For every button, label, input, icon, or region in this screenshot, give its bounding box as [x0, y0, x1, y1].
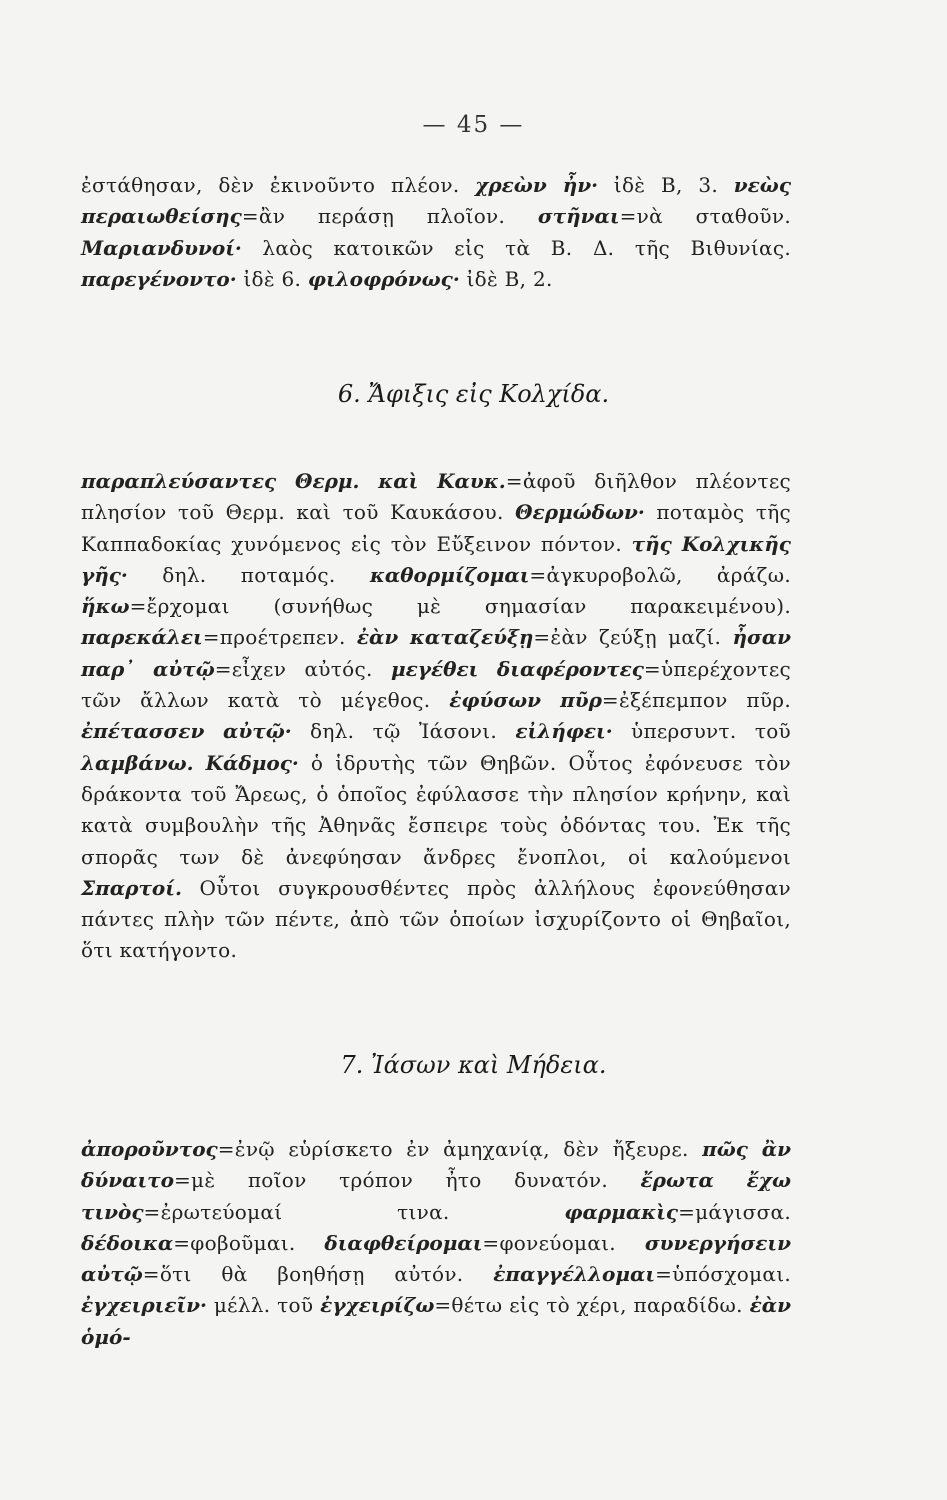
gloss-text: μέλλ. τοῦ: [207, 1293, 321, 1318]
gloss-text: =ὑπερέχοντες τῶν ἄλλων κατὰ τὸ μέγεθος.: [81, 656, 791, 713]
glossary-term: στῆναι: [537, 204, 620, 229]
gloss-text: =ὅτι θὰ βοηθήσῃ αὐτόν.: [142, 1262, 494, 1287]
section-6-paragraph: [81, 466, 791, 967]
gloss-text: =ἔρχομαι (συνήθως μὲ σημασίαν παρακειμένου).: [129, 594, 791, 619]
gloss-text: ἐστάθησαν, δὲν ἐκινοῦντο πλέον.: [81, 173, 476, 197]
gloss-text: =εἶχεν αὐτός.: [214, 656, 391, 681]
glossary-term: παρεγένοντο·: [81, 266, 237, 291]
gloss-text: ὁ ἱδρυτὴς τῶν Θηβῶν. Οὗτος ἐφόνευσε τὸν δράκοντα τοῦ Ἄρεως, ὁ ὁποῖος ἐφύλασσε τὴν πλησίον κρήνην, καὶ κατὰ συμβουλὴν τῆς Ἀθηνᾶς ἔσπειρε τοὺς ὀδόντας του. Ἐκ τῆς σπορᾶς των δὲ ἀνεφύησαν ἄνδρες ἔνοπλοι, οἱ καλούμενοι: [81, 750, 791, 869]
gloss-text: =ἐὰν ζεύξῃ μαζί.: [533, 625, 733, 650]
glossary-term: ἐγχειρίζω: [320, 1293, 435, 1318]
glossary-term: παραπλεύσαντες Θερμ. καὶ Καυκ.: [81, 469, 506, 493]
gloss-text: =φοβοῦμαι.: [173, 1230, 325, 1255]
gloss-text: =ἐνῷ εὑρίσκετο ἐν ἀμηχανίᾳ, δὲν ἤξευρε.: [217, 1137, 703, 1161]
section-7-paragraph: [81, 1134, 791, 1353]
glossary-term: καθορμίζομαι: [369, 562, 530, 587]
gloss-text: ὑπερσυντ. τοῦ: [612, 719, 791, 744]
gloss-text: =ἂν περάσῃ πλοῖον.: [241, 204, 538, 229]
gloss-text: =ἀφοῦ διῆλθον πλέοντες πλησίον τοῦ Θερμ. καὶ τοῦ Καυκάσου.: [81, 469, 791, 525]
glossary-term: φαρμακὶς: [564, 1199, 679, 1224]
glossary-term: πῶς ἂν δύναιτο: [81, 1137, 791, 1193]
glossary-term: ἐφύσων πῦρ: [449, 688, 602, 713]
gloss-text: λαὸς κατοικῶν εἰς τὰ Β. Δ. τῆς Βιθυνίας.: [241, 235, 791, 260]
section-6-heading: 6. Ἄφιξις εἰς Κολχίδα.: [337, 380, 610, 408]
gloss-text: =προέτρεπεν.: [202, 625, 357, 650]
glossary-term: μεγέθει διαφέροντες: [390, 656, 644, 681]
glossary-term: ἐγχειριεῖν·: [81, 1293, 208, 1318]
glossary-term: ἀποροῦντος: [81, 1137, 218, 1161]
glossary-term: παρεκάλει: [81, 625, 203, 650]
gloss-text: =ἐρωτεύομαί τινα.: [143, 1199, 565, 1224]
glossary-term: συνεργήσειν αὐτῷ: [81, 1230, 791, 1287]
glossary-term: χρεὼν ἦν·: [475, 173, 599, 197]
glossary-term: δέδοικα: [81, 1230, 174, 1255]
glossary-term: ἔρωτα ἔχω τινὸς: [81, 1168, 791, 1224]
glossary-term: Σπαρτοί.: [81, 875, 182, 900]
glossary-term: Μαριανδυνοί·: [81, 235, 242, 260]
gloss-text: ἰδὲ Β, 2.: [459, 266, 553, 291]
intro-paragraph: [81, 170, 791, 295]
glossary-term: ἦσαν παρ᾽ αὐτῷ: [81, 625, 791, 681]
gloss-text: ἰδὲ 6.: [236, 266, 308, 291]
glossary-term: Θερμώδων·: [515, 500, 645, 525]
glossary-term: εἰλήφει·: [515, 719, 613, 744]
gloss-text: =φονεύομαι.: [482, 1230, 645, 1255]
glossary-term: ἥκω: [81, 594, 130, 619]
glossary-term: τῆς Κολχικῆς γῆς·: [81, 531, 791, 587]
glossary-term: ἐπαγγέλλομαι: [493, 1262, 656, 1287]
glossary-term: νεὼς περαιωθείσης: [81, 173, 791, 229]
gloss-text: =μὲ ποῖον τρόπον ἦτο δυνατόν.: [173, 1168, 641, 1193]
gloss-text: =μάγισσα.: [678, 1199, 791, 1224]
glossary-term: Κάδμος·: [205, 750, 299, 775]
intro-text: [81, 170, 791, 295]
gloss-text: =θέτω εἰς τὸ χέρι, παραδίδω.: [434, 1293, 750, 1318]
gloss-text: =ἐξέπεμπον πῦρ.: [601, 688, 791, 713]
glossary-term: διαφθείρομαι: [324, 1230, 483, 1255]
gloss-text: =νὰ σταθοῦν.: [619, 204, 792, 229]
glossary-term: ἐὰν ὁμό-: [81, 1293, 791, 1349]
glossary-term: ἐὰν καταζεύξῃ: [356, 625, 534, 650]
glossary-term: φιλοφρόνως·: [307, 266, 460, 291]
gloss-text: =ἀγκυροβολῶ, ἀράζω.: [529, 562, 792, 587]
gloss-text: ἰδὲ Β, 3.: [598, 173, 734, 197]
section-7-text: [81, 1134, 791, 1353]
gloss-text: =ὑπόσχομαι.: [655, 1262, 791, 1287]
gloss-text: Οὗτοι συγκρουσθέντες πρὸς ἀλλήλους ἐφονεύθησαν πάντες πλὴν τῶν πέντε, ἀπὸ τῶν ὁποίων ἰσχυρίζοντο οἱ Θηβαῖοι, ὅτι κατήγοντο.: [81, 875, 791, 963]
gloss-text: δηλ. ποταμός.: [127, 562, 370, 587]
glossary-term: ἐπέτασσεν αὐτῷ·: [81, 719, 292, 744]
gloss-text: δηλ. τῷ Ἰάσονι.: [291, 719, 516, 744]
glossary-term: λαμβάνω.: [81, 750, 194, 775]
section-7-heading: 7. Ἰάσων καὶ Μήδεια.: [340, 1051, 607, 1079]
section-6-text: [81, 466, 791, 967]
gloss-text: [194, 751, 206, 775]
page-number: — 45 —: [422, 112, 525, 138]
gloss-text: ποταμὸς τῆς Καππαδοκίας χυνόμενος εἰς τὸν Εὔξεινον πόντον.: [81, 500, 791, 556]
